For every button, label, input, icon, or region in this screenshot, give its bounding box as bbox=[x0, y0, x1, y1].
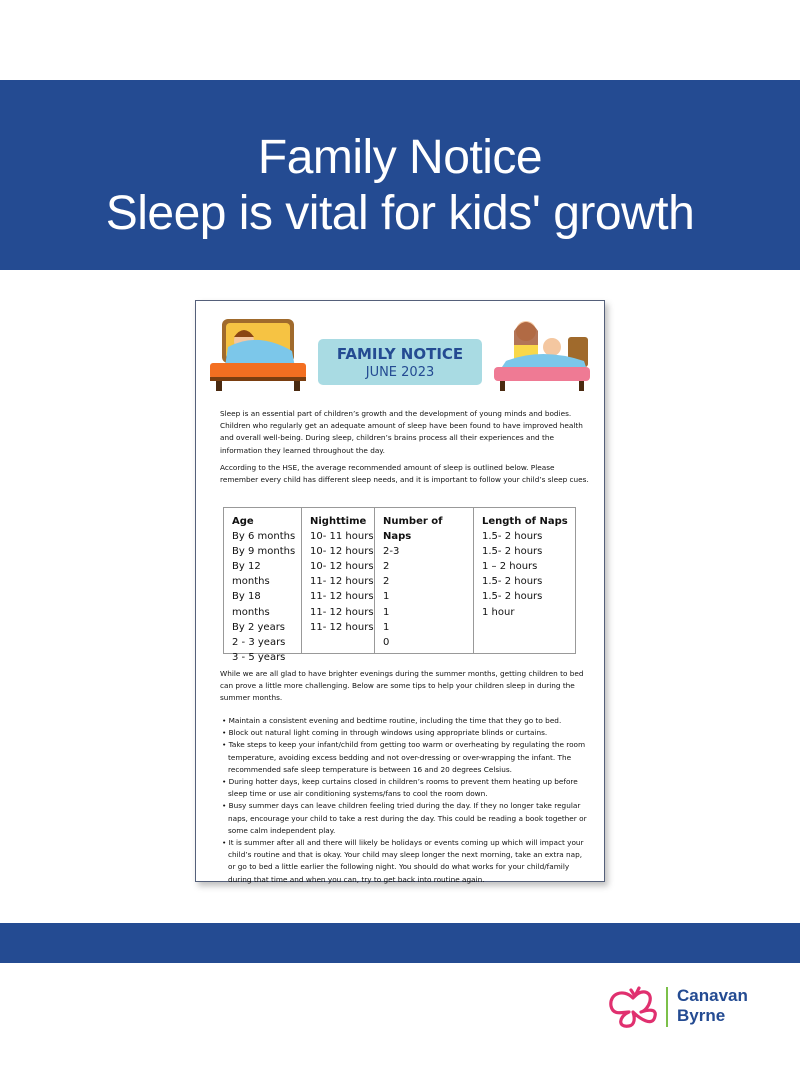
notice-date: JUNE 2023 bbox=[365, 365, 435, 380]
sleeping-child-illustration bbox=[208, 317, 308, 393]
table-cell: 11- 12 hours bbox=[310, 591, 374, 603]
logo-text: Canavan Byrne bbox=[677, 986, 748, 1025]
table-cell: 0 bbox=[383, 636, 390, 648]
table-cell: 1.5- 2 hours bbox=[482, 576, 543, 588]
logo-divider bbox=[666, 987, 668, 1027]
butterfly-logo-icon bbox=[605, 982, 661, 1032]
intro-paragraph: Sleep is an essential part of children’s growth and the development of young minds and bodies. Children who regularly get an adequate amount of sleep have been found to have improved health and overall well-being. During sleep, children’s brains process all their experiences and the information they learned throughout the day. bbox=[220, 409, 583, 455]
tip-item: • Block out natural light coming in through windows using appropriate blinds or curtains. bbox=[222, 728, 548, 738]
table-cell: 11- 12 hours bbox=[310, 576, 374, 588]
header-subtitle: Sleep is vital for kids' growth bbox=[105, 187, 695, 240]
table-cell: By 2 years bbox=[232, 621, 286, 633]
table-cell: By 6 months bbox=[232, 531, 296, 543]
table-cell: 10- 12 hours bbox=[310, 546, 374, 558]
tip-item: • Maintain a consistent evening and bedtime routine, including the time that they go to bed. bbox=[222, 716, 562, 725]
table-cell: 3 - 5 years bbox=[232, 651, 286, 663]
tips-list bbox=[220, 715, 590, 886]
table-cell: By 12 months bbox=[232, 561, 270, 588]
table-column bbox=[224, 508, 302, 663]
table-cell: 2 bbox=[383, 576, 390, 588]
footer-banner bbox=[0, 923, 800, 963]
table-cell: 2 - 3 years bbox=[232, 636, 286, 648]
tip-item: • Take steps to keep your infant/child from getting too warm or overheating by regulating the room temperature, avoiding excess bedding and not over-dressing or over-wrapping the infant. The recommended safe sleep temperature is between 16 and 20 degrees Celsius. bbox=[222, 740, 586, 774]
table-cell: 1 bbox=[383, 621, 390, 633]
header-title: Family Notice bbox=[257, 131, 543, 184]
notice-badge bbox=[318, 339, 482, 385]
canavan-byrne-logo bbox=[605, 982, 748, 1032]
tip-item: • During hotter days, keep curtains closed in children’s rooms to prevent them heating up before sleep time or use air conditioning systems/fans to cool the room down. bbox=[222, 777, 578, 799]
notice-document bbox=[195, 300, 605, 882]
table-cell: 1 – 2 hours bbox=[482, 561, 538, 573]
table-column bbox=[474, 508, 577, 653]
table-cell: 1 bbox=[383, 591, 390, 603]
table-cell: 10- 11 hours bbox=[310, 531, 374, 543]
notice-title: FAMILY NOTICE bbox=[336, 345, 464, 363]
table-cell: 11- 12 hours bbox=[310, 606, 374, 618]
table-cell: 1.5- 2 hours bbox=[482, 531, 543, 543]
table-cell: By 9 months bbox=[232, 546, 296, 558]
header-banner bbox=[0, 80, 800, 270]
table-header: Number of Naps bbox=[383, 516, 443, 543]
table-cell: 1 hour bbox=[482, 606, 515, 618]
table-cell: 11- 12 hours bbox=[310, 621, 374, 633]
table-cell: 2 bbox=[383, 561, 390, 573]
summer-paragraph: While we are all glad to have brighter evenings during the summer months, getting children to bed can prove a little more challenging. Below are some tips to help your children sleep in during the summer months. bbox=[220, 669, 584, 703]
table-column bbox=[302, 508, 375, 653]
table-cell: 1.5- 2 hours bbox=[482, 546, 543, 558]
sleep-table bbox=[223, 507, 576, 663]
table-header: Length of Naps bbox=[482, 516, 568, 527]
tip-item: • It is summer after all and there will likely be holidays or events coming up which will impact your child’s routine and that is okay. Your child may sleep longer the next morning, take an extra nap, or go to bed a little earlier the following night. You should do what works for your child/family during that time and when you can, try to get back into routine again. bbox=[222, 838, 584, 884]
table-header: Age bbox=[232, 516, 254, 527]
table-cell: 1.5- 2 hours bbox=[482, 591, 543, 603]
table-cell: 2-3 bbox=[383, 546, 400, 558]
table-header: Nighttime bbox=[310, 516, 367, 527]
table-cell: 1 bbox=[383, 606, 390, 618]
table-column bbox=[375, 508, 474, 653]
table-cell bbox=[482, 620, 577, 635]
table-cell: By 18 months bbox=[232, 591, 270, 618]
tip-item: • Busy summer days can leave children feeling tried during the day. If they no longer take regular naps, encourage your child to take a rest during the day. This could be reading a book together or some calm independent play. bbox=[222, 801, 587, 835]
hse-paragraph: According to the HSE, the average recommended amount of sleep is outlined below. Please remember every child has different sleep needs, and it is important to follow your child’s sleep cues. bbox=[220, 463, 589, 485]
reading-parent-illustration bbox=[492, 317, 592, 393]
table-cell: 10- 12 hours bbox=[310, 561, 374, 573]
